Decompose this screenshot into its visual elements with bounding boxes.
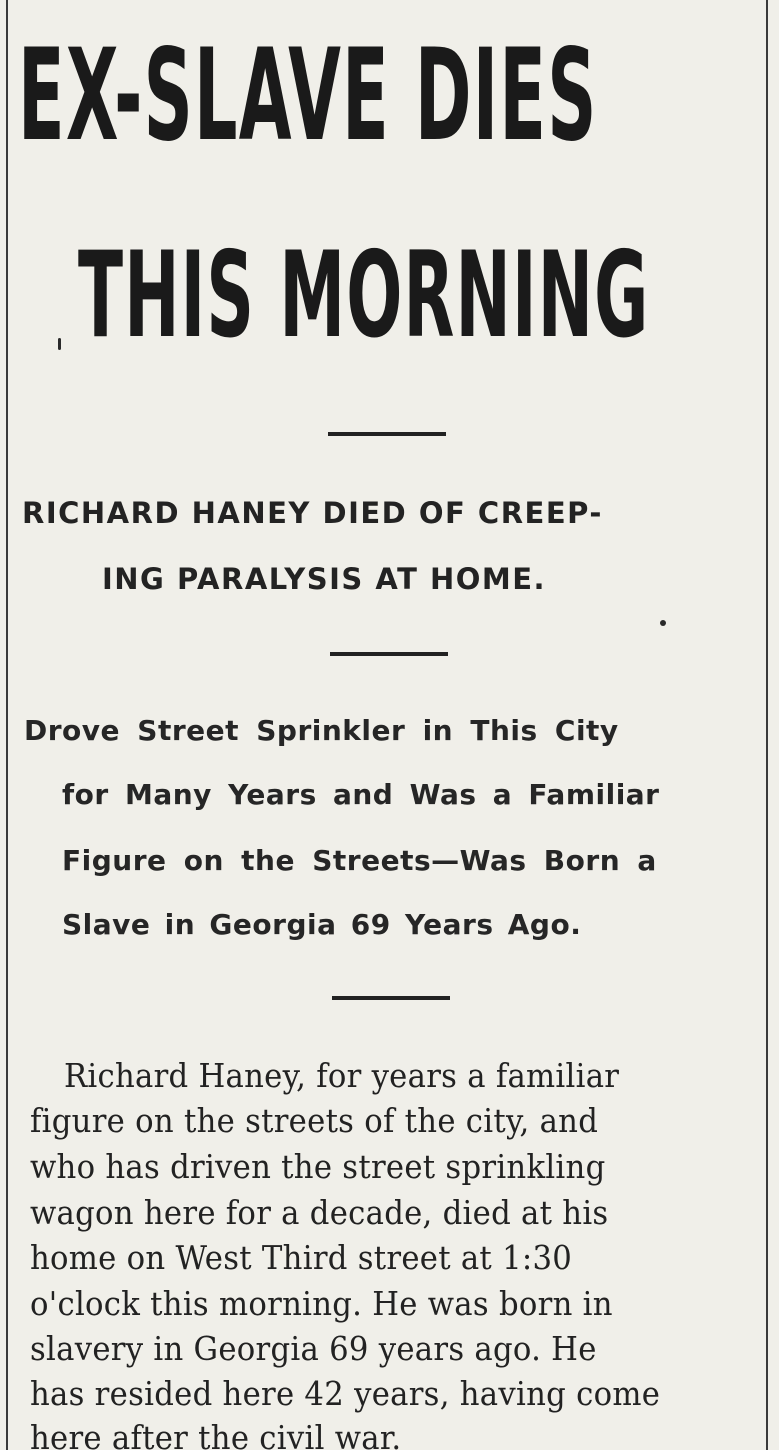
subdeck-line-2: for Many Years and Was a Familiar [62, 778, 660, 811]
deck-line-1: RICHARD HANEY DIED OF CREEP- [22, 496, 603, 530]
headline-line-2: THIS MORNING [78, 226, 650, 365]
article-line: slavery in Georgia 69 years ago. He [30, 1329, 597, 1368]
subdeck-line-4: Slave in Georgia 69 Years Ago. [62, 908, 582, 941]
column-rule-right [766, 0, 768, 1450]
subdeck-line-1: Drove Street Sprinkler in This City [24, 714, 619, 747]
article-line: figure on the streets of the city, and [30, 1101, 599, 1140]
section-divider [330, 652, 448, 656]
article-line: Richard Haney, for years a familiar [64, 1056, 620, 1095]
article-line: who has driven the street sprinkling [30, 1147, 606, 1186]
section-divider [332, 996, 450, 1000]
article-line: here after the civil war. [30, 1418, 402, 1450]
column-rule-left [6, 0, 8, 1450]
article-line: has resided here 42 years, having come [30, 1374, 661, 1413]
print-speck [660, 620, 666, 626]
article-line: o'clock this morning. He was born in [30, 1284, 613, 1323]
deck-line-2: ING PARALYSIS AT HOME. [102, 562, 547, 596]
article-line: home on West Third street at 1:30 [30, 1238, 573, 1277]
section-divider [328, 432, 446, 436]
subdeck-line-3: Figure on the Streets—Was Born a [62, 844, 657, 877]
article-line: wagon here for a decade, died at his [30, 1193, 609, 1232]
print-speck [58, 338, 61, 350]
headline-line-1: EX-SLAVE DIES [18, 21, 598, 170]
